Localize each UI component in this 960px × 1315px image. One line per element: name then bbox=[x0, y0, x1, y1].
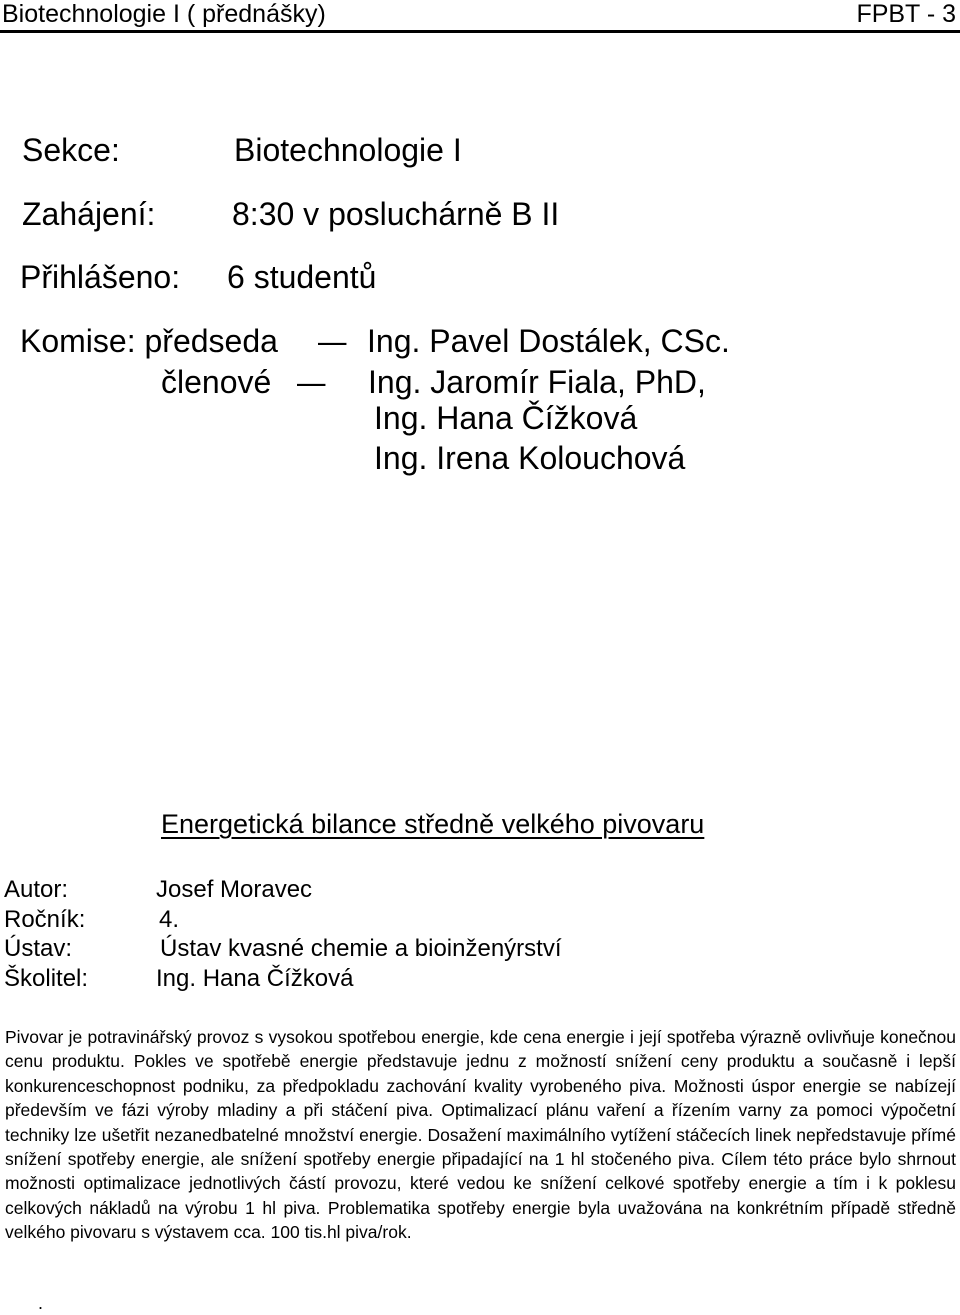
registered-label: Přihlášeno: bbox=[20, 259, 181, 295]
thesis-title: Energetická bilance středně velkého pivovaru bbox=[161, 809, 705, 839]
members-label: členové bbox=[161, 364, 272, 400]
institute-value: Ústav kvasné chemie a bioinženýrství bbox=[160, 935, 562, 962]
registered-value: 6 studentů bbox=[227, 259, 377, 295]
author-label: Autor: bbox=[4, 876, 69, 903]
start-label: Zahájení: bbox=[22, 196, 156, 232]
committee-dash: – bbox=[318, 323, 347, 359]
header-divider bbox=[0, 30, 960, 33]
members-dash: – bbox=[297, 364, 326, 400]
committee-member: Ing. Jaromír Fiala, PhD, bbox=[368, 364, 706, 400]
supervisor-label: Školitel: bbox=[4, 965, 89, 992]
committee-member: Ing. Irena Kolouchová bbox=[374, 440, 686, 476]
footer-mark: . bbox=[38, 1293, 44, 1313]
committee-label: Komise: předseda bbox=[20, 323, 278, 359]
header-course-title: Biotechnologie I ( přednášky) bbox=[2, 0, 326, 28]
section-label: Sekce: bbox=[22, 132, 120, 168]
header-code: FPBT - 3 bbox=[856, 0, 956, 28]
start-value: 8:30 v posluchárně B II bbox=[232, 196, 560, 232]
year-value: 4. bbox=[159, 906, 180, 933]
year-label: Ročník: bbox=[4, 906, 86, 933]
committee-member: Ing. Hana Čížková bbox=[374, 400, 638, 436]
supervisor-value: Ing. Hana Čížková bbox=[156, 965, 354, 992]
author-value: Josef Moravec bbox=[156, 876, 313, 903]
institute-label: Ústav: bbox=[4, 935, 73, 962]
section-value: Biotechnologie I bbox=[234, 132, 462, 168]
committee-chair: Ing. Pavel Dostálek, CSc. bbox=[367, 323, 730, 359]
abstract-text: Pivovar je potravinářský provoz s vysokou spotřebou energie, kde cena energie i její spotřeba výrazně ovlivňuje konečnou cenu produktu. Pokles ve spotřebě energie představuje jednu z možností snížení ceny produktu a současně i lepší konkurenceschopnost podniku, za předpokladu zachování kvality vyrobeného piva. Možnosti úspor energie se nabízejí především ve fázi výroby mladiny a při stáčení piva. Optimalizací plánu vaření a řízením varny za pomoci výpočetní techniky lze ušetřit nezanedbatelné množství energie. Dosažení maximálního vytížení stáčecích linek nepředstavuje přímé snížení spotřeby energie, ale snížení spotřeby energie připadající na 1 hl stočeného piva. Cílem této práce bylo shrnout možnosti optimalizace jednotlivých částí provozu, které vedou ke snížení celkové spotřeby energie a tím i k poklesu celkových nákladů na výrobu 1 hl piva. Problematika spotřeby energie byla uvažována na konkrétním případě středně velkého pivovaru s výstavem cca. 100 tis.hl piva/rok. bbox=[5, 1027, 956, 1243]
